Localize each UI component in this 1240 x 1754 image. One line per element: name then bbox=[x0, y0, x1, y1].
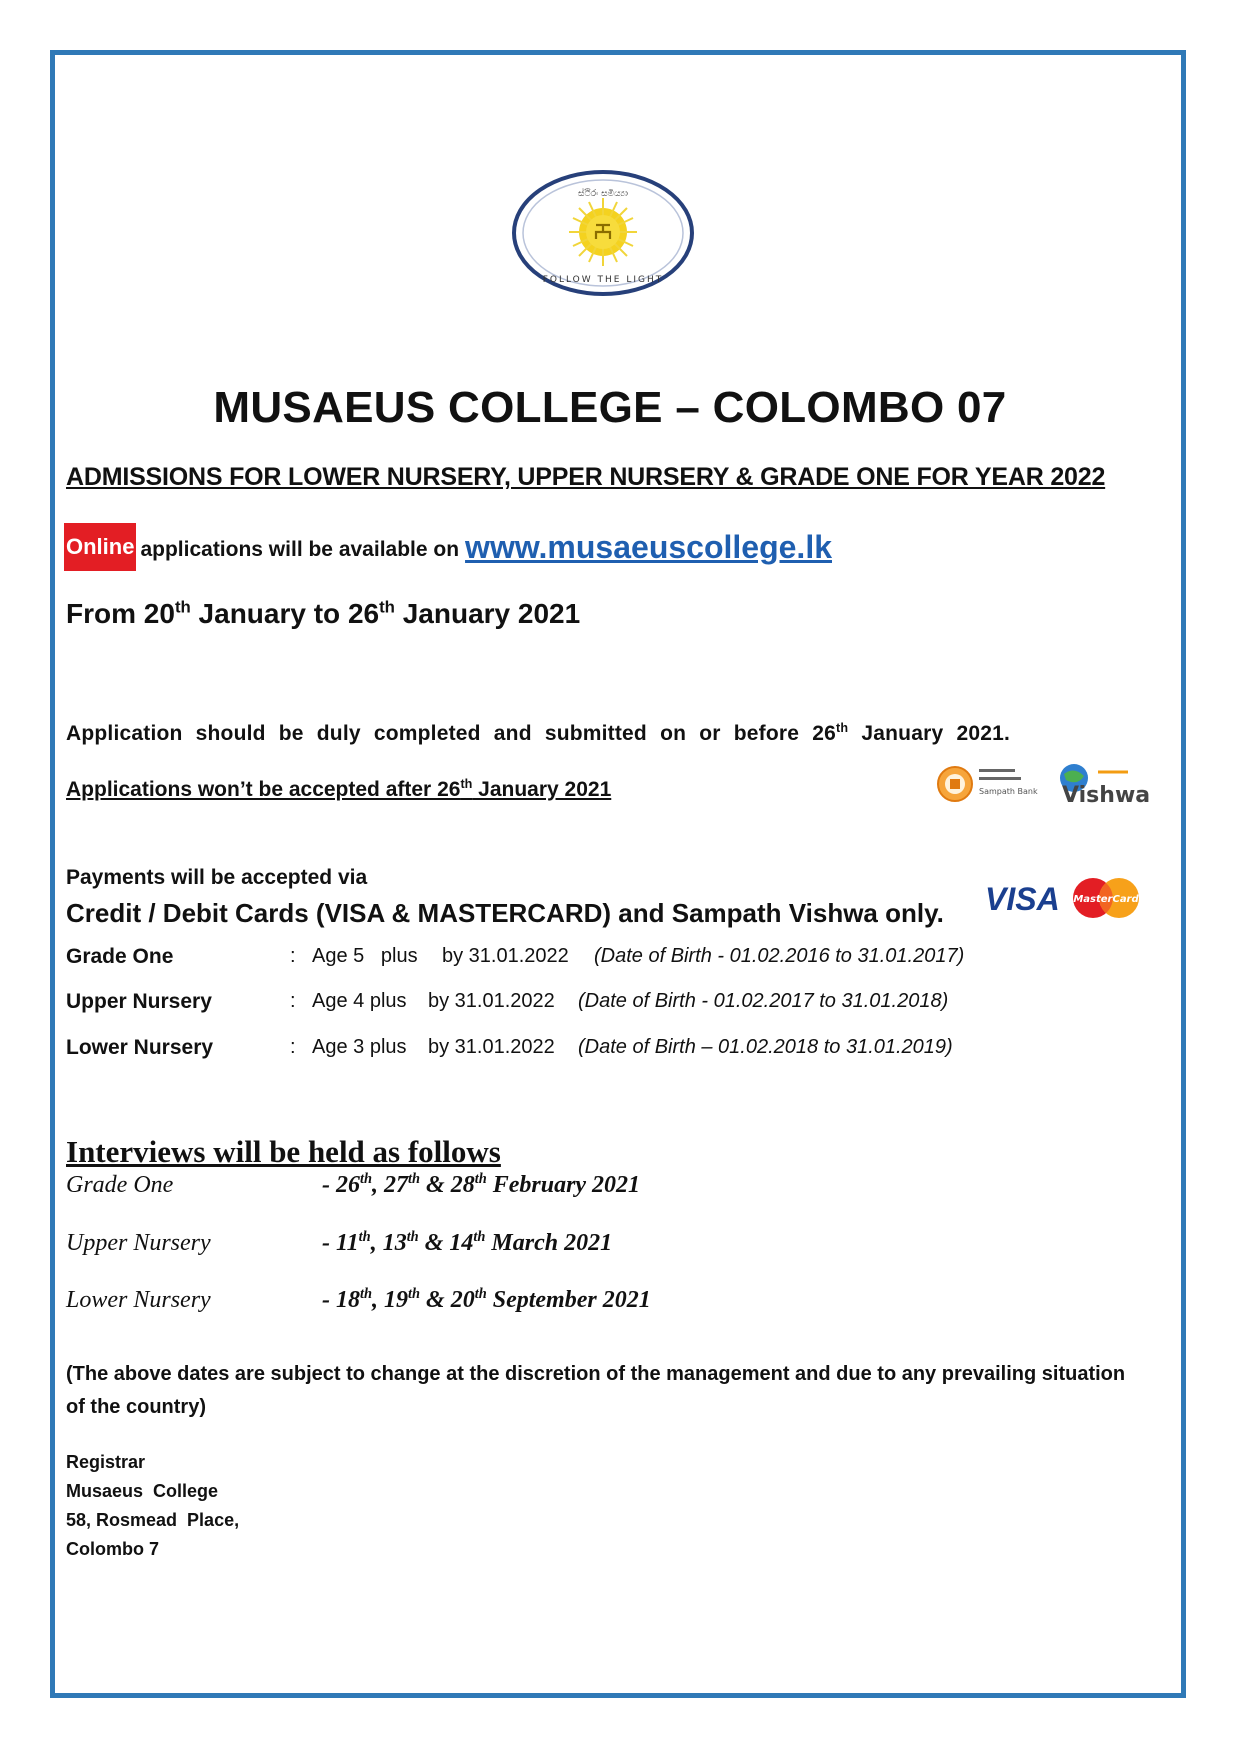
grade-dob-range: (Date of Birth - 01.02.2017 to 31.01.2018) bbox=[578, 990, 949, 1012]
college-website-link[interactable]: www.musaeuscollege.lk bbox=[465, 528, 832, 565]
interview-grade: Grade One bbox=[66, 1172, 174, 1198]
address-line: 58, Rosmead Place, bbox=[66, 1510, 240, 1530]
grade-name: Upper Nursery bbox=[66, 990, 212, 1013]
grade-row bbox=[66, 945, 964, 969]
grade-name: Grade One bbox=[66, 945, 174, 968]
grade-row bbox=[66, 990, 948, 1014]
grade-colon: : bbox=[290, 1036, 296, 1058]
interview-row bbox=[66, 1172, 640, 1199]
grade-dob-range: (Date of Birth – 01.02.2018 to 31.01.2019) bbox=[578, 1036, 953, 1058]
interview-grade: Upper Nursery bbox=[66, 1230, 211, 1256]
sampath-bank-logo bbox=[935, 762, 1051, 806]
registrar-address bbox=[66, 1448, 239, 1564]
sampath-bank-text: Sampath Bank bbox=[979, 787, 1038, 796]
vishwa-logo bbox=[1052, 760, 1151, 808]
vishwa-text: Vishwa bbox=[1062, 783, 1151, 808]
logo-motto: FOLLOW THE LIGHT bbox=[542, 275, 664, 285]
deadline-notice: Applications won’t be accepted after 26th January 2021 bbox=[66, 777, 612, 801]
admissions-subtitle: ADMISSIONS FOR LOWER NURSERY, UPPER NURSERY & GRADE ONE FOR YEAR 2022 bbox=[66, 463, 1106, 491]
grade-age-cutoff: by 31.01.2022 bbox=[442, 945, 569, 967]
mastercard-logo-text: MasterCard bbox=[1073, 894, 1139, 905]
visa-logo-text: VISA bbox=[985, 881, 1060, 917]
grade-row bbox=[66, 1036, 953, 1060]
card-logos bbox=[985, 876, 1145, 920]
online-applications-line bbox=[64, 523, 832, 571]
grade-colon: : bbox=[290, 990, 296, 1012]
dates-disclaimer: (The above dates are subject to change at the discretion of the management and due to any prevailing situation of the country) bbox=[66, 1363, 1126, 1418]
interview-row bbox=[66, 1230, 612, 1257]
payments-intro: Payments will be accepted via bbox=[66, 866, 368, 889]
application-period: From 20th January to 26th January 2021 bbox=[66, 597, 581, 629]
college-logo bbox=[510, 168, 696, 298]
grade-age-cutoff: by 31.01.2022 bbox=[428, 990, 555, 1012]
grade-age-cutoff: by 31.01.2022 bbox=[428, 1036, 555, 1058]
interviews-heading: Interviews will be held as follows bbox=[66, 1134, 501, 1169]
grade-age: Age 5 plus bbox=[312, 945, 418, 967]
grade-age: Age 3 plus bbox=[312, 1036, 407, 1058]
grade-colon: : bbox=[290, 945, 296, 967]
online-text: applications will be available on bbox=[140, 538, 460, 561]
interview-dates: - 18th, 19th & 20th September 2021 bbox=[322, 1286, 651, 1313]
interview-dates: - 11th, 13th & 14th March 2021 bbox=[322, 1229, 613, 1256]
interview-dates: - 26th, 27th & 28th February 2021 bbox=[322, 1171, 641, 1198]
page-title: MUSAEUS COLLEGE – COLOMBO 07 bbox=[213, 383, 1007, 432]
grade-age: Age 4 plus bbox=[312, 990, 407, 1012]
grade-name: Lower Nursery bbox=[66, 1036, 214, 1059]
online-badge: Online bbox=[64, 523, 136, 571]
payment-methods: Credit / Debit Cards (VISA & MASTERCARD) and Sampath Vishwa only. bbox=[66, 898, 944, 928]
interview-row bbox=[66, 1287, 651, 1314]
grade-dob-range: (Date of Birth - 01.02.2016 to 31.01.2017) bbox=[594, 945, 965, 967]
logo-top-text: ස්ථිරං සමිය්‍යා bbox=[578, 189, 628, 199]
interview-grade: Lower Nursery bbox=[66, 1287, 211, 1313]
address-line: Colombo 7 bbox=[66, 1539, 159, 1559]
address-line: Musaeus College bbox=[66, 1481, 219, 1501]
submission-paragraph: Application should be duly completed and submitted on or before 26th January 2021. bbox=[66, 721, 1010, 745]
address-line: Registrar bbox=[66, 1452, 146, 1472]
